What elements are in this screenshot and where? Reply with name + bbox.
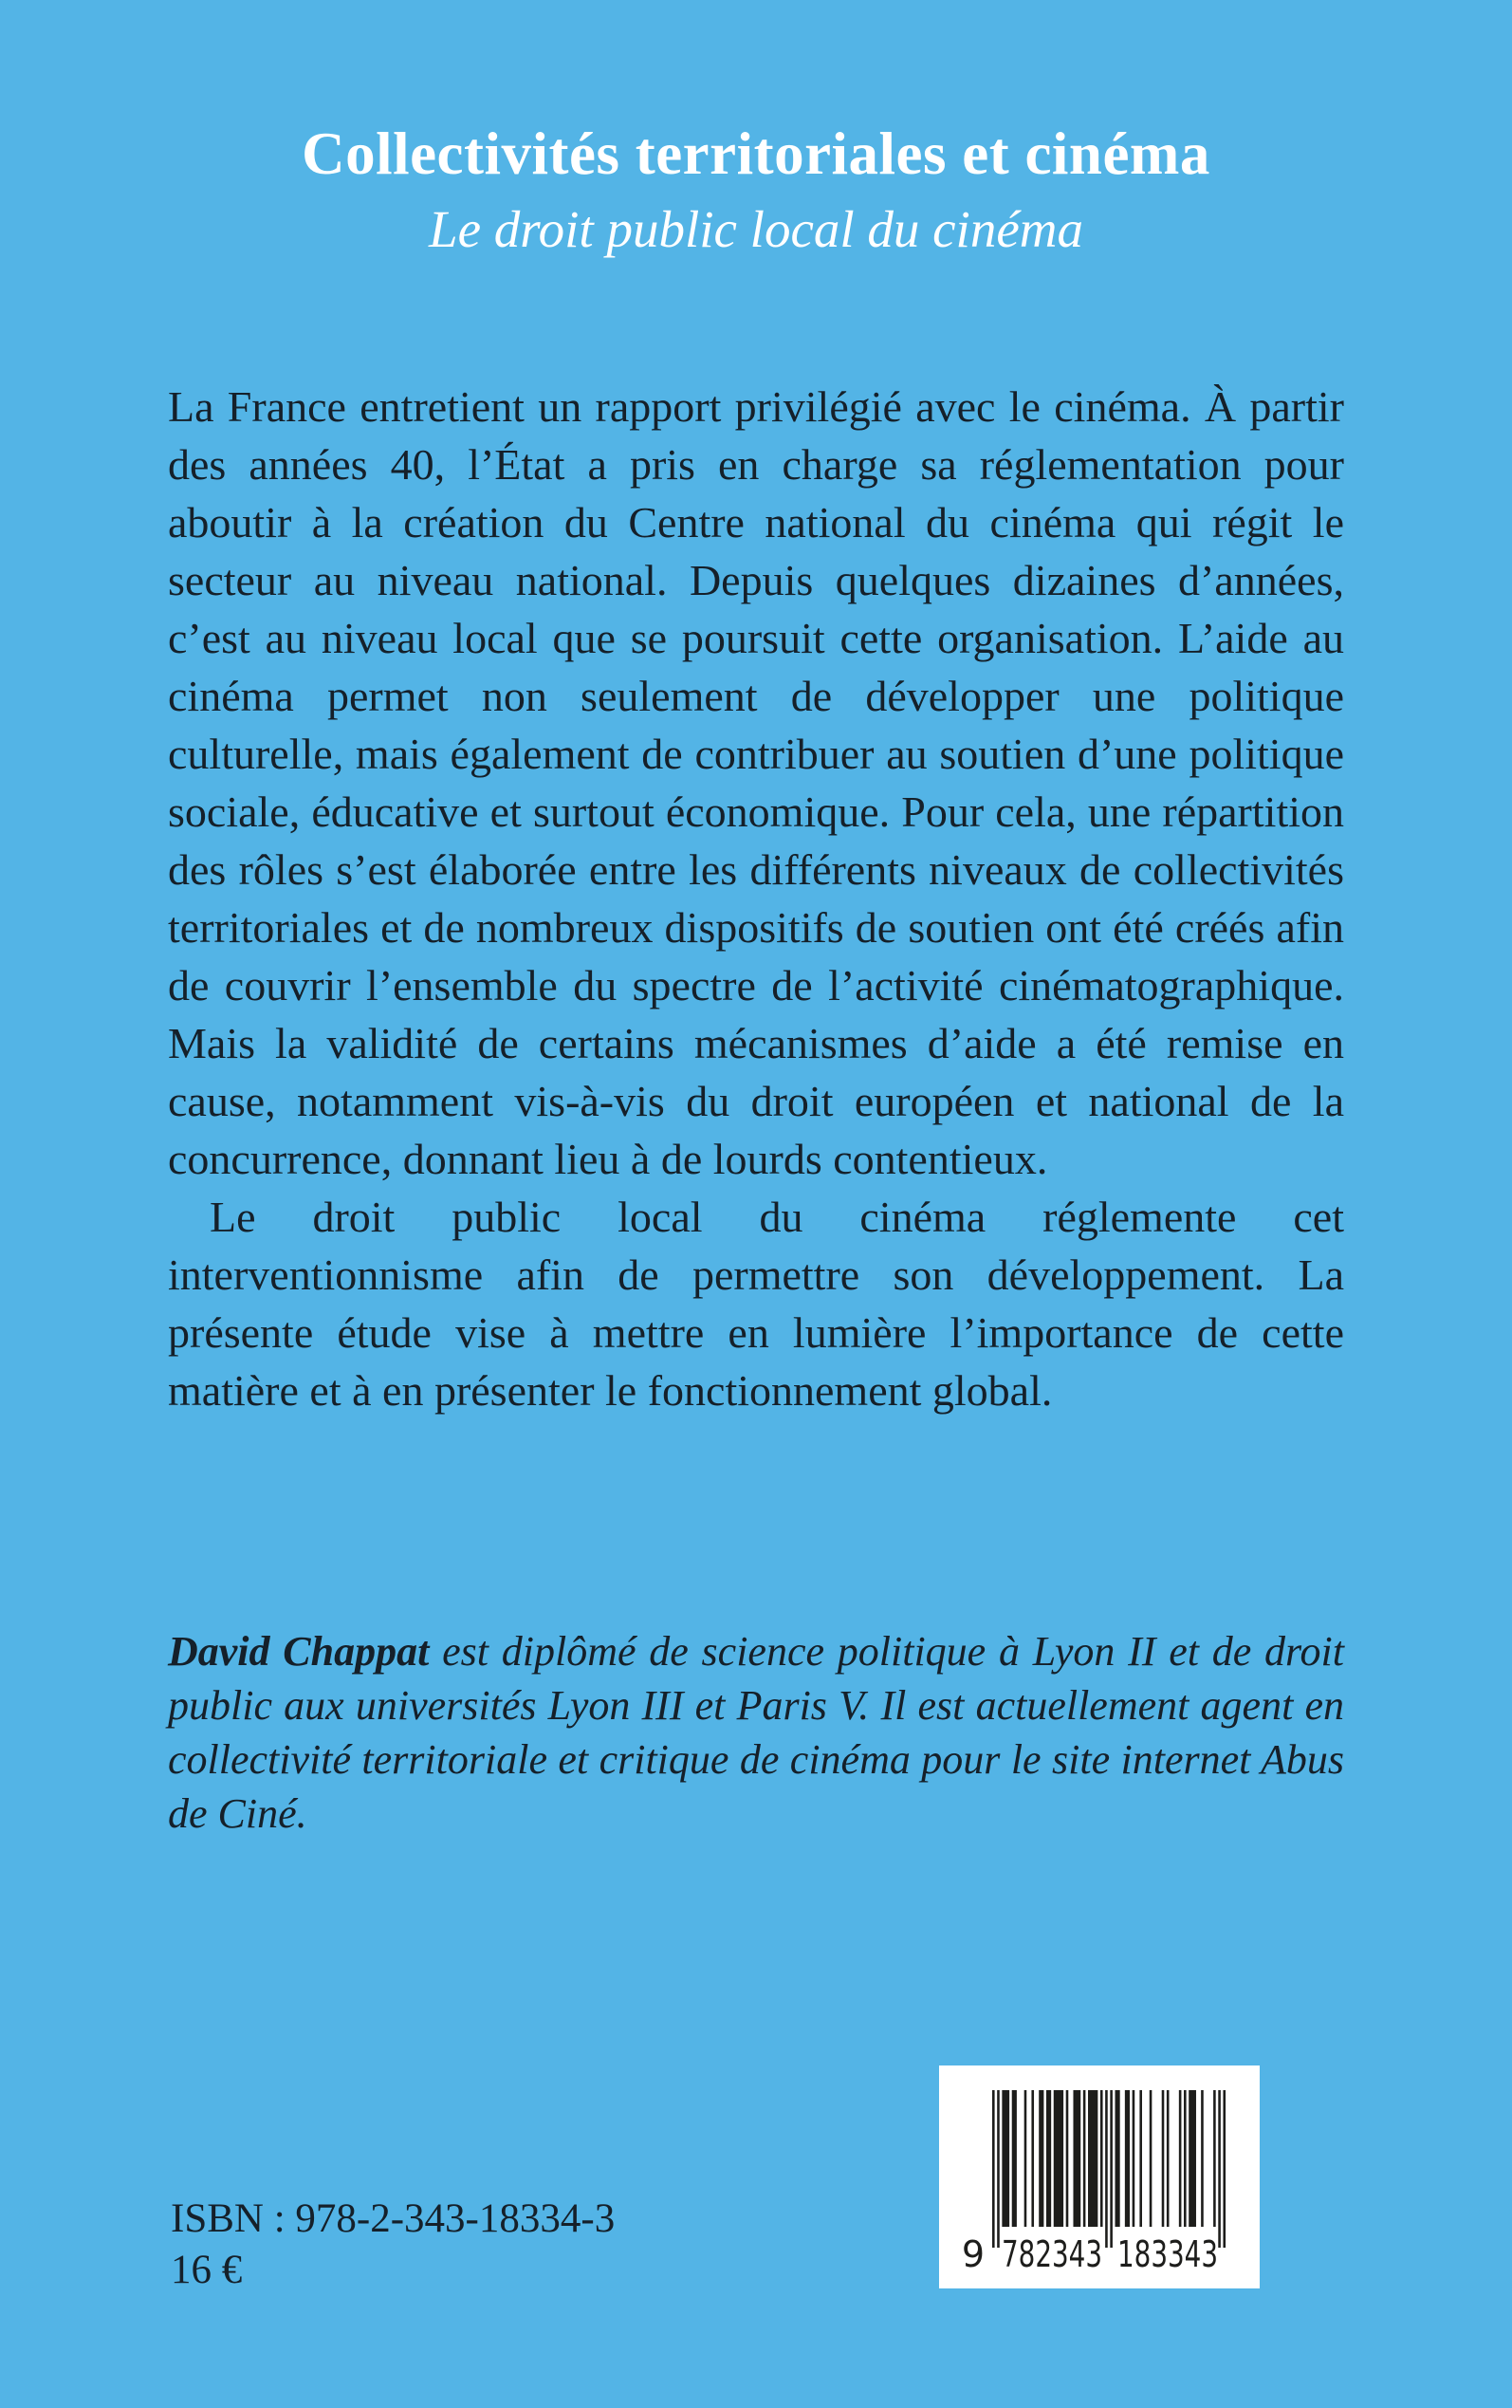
author-bio-text: est diplômé de science politique à Lyon II et de droit public aux universités Lyon III et Paris V. Il est actuellement agent en collectivité territoriale et critique de cinéma pour le site internet Abus de Ciné. [168,1628,1344,1837]
author-name: David Chappat [168,1628,430,1675]
isbn-text: ISBN : 978-2-343-18334-3 [171,2196,616,2241]
ean13-barcode [939,2065,1260,2288]
book-title: Collectivités territoriales et cinéma [302,120,1210,187]
title-block [0,120,1512,259]
author-bio [168,1624,1344,1841]
book-subtitle: Le droit public local du cinéma [429,200,1083,259]
svg-text:9: 9 [961,2233,985,2275]
synopsis-paragraph-1: La France entretient un rapport privilégié avec le cinéma. À partir des années 40, l’État a pris en charge sa réglementation pour aboutir à la création du Centre national du cinéma qui régit le secteur au niveau national. Depuis quelques dizaines d’années, c’est au niveau local que se poursuit cette organisation. L’aide au cinéma permet non seulement de développer une politique culturelle, mais également de contribuer au soutien d’une politique sociale, éducative et surtout économique. Pour cela, une répartition des rôles s’est élaborée entre les différents niveaux de collectivités territoriales et de nombreux dispositifs de soutien ont été créés afin de couvrir l’ensemble du spectre de l’activité cinématographique. Mais la validité de certains mécanismes d’aide a été remise en cause, notamment vis-à-vis du droit européen et national de la concurrence, donnant lieu à de lourds contentieux. [168,382,1344,1183]
barcode-panel [939,2065,1260,2288]
svg-text:183343: 183343 [1117,2233,1218,2275]
price-text: 16 € [171,2248,243,2292]
author-bio-paragraph [168,1624,1344,1841]
synopsis-paragraph-2: Le droit public local du cinéma réglemente cet interventionnisme afin de permettre son développement. La présente étude vise à mettre en lumière l’importance de cette matière et à en présenter le fonctionnement global. [168,1193,1344,1415]
isbn-block [171,2194,615,2296]
synopsis [168,378,1344,1419]
svg-text:782343: 782343 [1002,2233,1102,2275]
